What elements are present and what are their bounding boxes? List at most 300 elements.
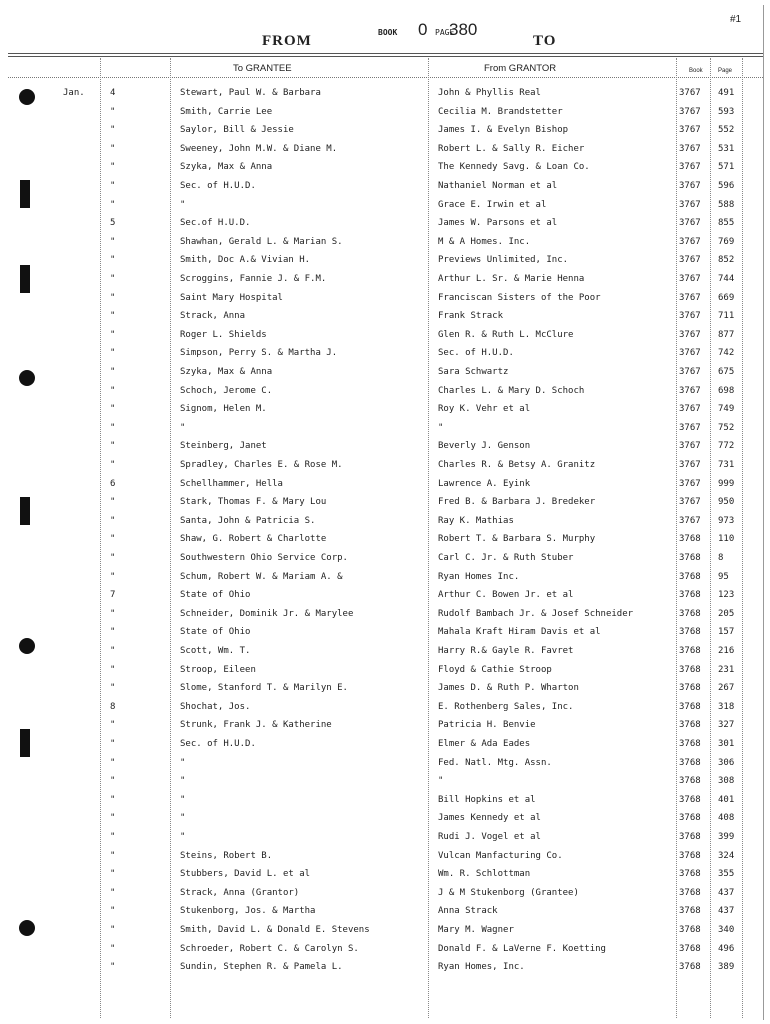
entry-grantee: Simpson, Perry S. & Martha J.: [180, 348, 338, 359]
entry-day: ": [110, 608, 116, 619]
book-label: BOOK: [378, 28, 398, 37]
entry-grantor: Anna Strack: [438, 906, 498, 917]
entry-grantee: Steinberg, Janet: [180, 441, 267, 452]
entry-book: 3768: [679, 887, 701, 898]
entry-grantee: Slome, Stanford T. & Marilyn E.: [180, 683, 348, 694]
entry-grantor: Roy K. Vehr et al: [438, 404, 531, 415]
entry-book: 3767: [679, 236, 701, 247]
entry-day: ": [110, 404, 116, 415]
entry-book: 3768: [679, 646, 701, 656]
entry-day: ": [110, 441, 116, 452]
deed-entry-row: [0, 664, 770, 682]
entry-grantee: Smith, David L. & Donald E. Stevens: [180, 925, 370, 935]
deed-entry-row: [0, 161, 770, 179]
header-rule: [8, 53, 763, 54]
deed-entry-row: [0, 943, 770, 961]
deed-entry-row: [0, 552, 770, 570]
entry-grantor: James D. & Ruth P. Wharton: [438, 683, 579, 694]
book-column-header: Book: [689, 68, 703, 74]
deed-entry-row: [0, 422, 770, 440]
entry-book: 3768: [679, 627, 701, 638]
entry-grantor: Floyd & Cathie Stroop: [438, 664, 552, 675]
entry-page: 852: [718, 255, 735, 266]
deed-entry-row: [0, 794, 770, 812]
entry-grantee: Shawhan, Gerald L. & Marian S.: [180, 236, 343, 247]
entry-grantee: Schellhammer, Hella: [180, 478, 283, 489]
entry-day: ": [110, 348, 116, 359]
entry-book: 3768: [679, 683, 701, 694]
entry-page: 698: [718, 385, 735, 396]
entry-grantor: Beverly J. Genson: [438, 441, 531, 452]
entry-grantee: ": [180, 422, 186, 433]
deed-entry-row: [0, 329, 770, 347]
deed-entry-row: [0, 589, 770, 607]
entry-page: 752: [718, 422, 735, 433]
entry-book: 3767: [679, 441, 701, 452]
entry-grantee: Schneider, Dominik Jr. & Marylee: [180, 608, 354, 619]
entry-book: 3767: [679, 181, 701, 191]
entry-page: 123: [718, 590, 735, 601]
entry-day: ": [110, 832, 116, 842]
entry-grantor: Charles R. & Betsy A. Granitz: [438, 460, 596, 470]
entry-day: ": [110, 739, 116, 749]
deed-entry-row: [0, 738, 770, 756]
entry-day: ": [110, 683, 116, 694]
entry-day: ": [110, 627, 116, 638]
entry-day: ": [110, 367, 116, 377]
entry-grantor: James I. & Evelyn Bishop: [438, 125, 569, 136]
deed-entry-row: [0, 385, 770, 403]
entry-page: 742: [718, 348, 735, 359]
entry-page: 399: [718, 832, 735, 842]
entry-page: 95: [718, 571, 729, 582]
deed-entry-row: [0, 310, 770, 328]
deed-entry-row: [0, 812, 770, 830]
grantor-column-header: From GRANTOR: [484, 63, 557, 74]
entry-grantor: Rudi J. Vogel et al: [438, 832, 541, 842]
entry-day: ": [110, 776, 116, 787]
page-column-header: Page: [718, 68, 733, 74]
deed-entry-row: [0, 347, 770, 365]
deed-entry-row: [0, 292, 770, 310]
entry-day: 7: [110, 590, 116, 601]
entry-day: ": [110, 106, 116, 117]
entry-grantee: ": [180, 199, 186, 210]
deed-entry-row: [0, 924, 770, 942]
entry-day: ": [110, 869, 116, 880]
entry-day: ": [110, 794, 116, 805]
entry-day: ": [110, 255, 116, 266]
entry-page: 593: [718, 106, 735, 117]
entry-page: 588: [718, 199, 735, 210]
deed-entry-row: [0, 254, 770, 272]
deed-entry-row: [0, 403, 770, 421]
entry-day: ": [110, 422, 116, 433]
entry-grantor: Sec. of H.U.D.: [438, 348, 514, 359]
deed-entry-row: [0, 868, 770, 886]
header-rule: [8, 56, 763, 57]
entry-grantor: Glen R. & Ruth L. McClure: [438, 329, 574, 340]
entry-book: 3768: [679, 757, 701, 768]
deed-entry-row: [0, 199, 770, 217]
entry-grantee: State of Ohio: [180, 590, 251, 601]
entry-grantor: John & Phyllis Real: [438, 88, 541, 98]
entry-grantor: Charles L. & Mary D. Schoch: [438, 385, 585, 396]
entry-grantee: Schroeder, Robert C. & Carolyn S.: [180, 943, 359, 954]
entry-grantor: Donald F. & LaVerne F. Koetting: [438, 943, 606, 954]
entry-grantee: Stubbers, David L. et al: [180, 869, 311, 880]
entry-grantor: The Kennedy Savg. & Loan Co.: [438, 162, 590, 173]
entry-page: 769: [718, 236, 735, 247]
entry-book: 3767: [679, 88, 701, 98]
entry-page: 973: [718, 515, 735, 526]
entry-grantee: Stroop, Eileen: [180, 664, 256, 675]
entry-book: 3767: [679, 292, 701, 303]
deed-entry-row: [0, 905, 770, 923]
entry-book: 3768: [679, 739, 701, 749]
entry-book: 3767: [679, 106, 701, 117]
entry-grantee: Shochat, Jos.: [180, 701, 251, 712]
entry-day: ": [110, 292, 116, 303]
entry-book: 3767: [679, 162, 701, 173]
entry-book: 3767: [679, 367, 701, 377]
deed-entry-row: [0, 682, 770, 700]
entry-page: 231: [718, 664, 735, 675]
entry-grantor: Mary M. Wagner: [438, 925, 514, 935]
entry-day: ": [110, 646, 116, 656]
entry-grantor: Harry R.& Gayle R. Favret: [438, 646, 574, 656]
entry-day: ": [110, 385, 116, 396]
entry-page: 355: [718, 869, 735, 880]
entry-grantor: Wm. R. Schlottman: [438, 869, 531, 880]
deed-entry-row: [0, 180, 770, 198]
entry-book: 3768: [679, 701, 701, 712]
entry-day: ": [110, 813, 116, 824]
deed-entry-row: [0, 887, 770, 905]
deed-entry-row: [0, 831, 770, 849]
page-label: PAGE: [435, 28, 455, 37]
entry-day: ": [110, 125, 116, 136]
entry-grantee: Saint Mary Hospital: [180, 292, 283, 303]
deed-entry-row: [0, 87, 770, 105]
entry-book: 3767: [679, 460, 701, 470]
deed-entry-row: [0, 143, 770, 161]
entry-day: ": [110, 143, 116, 154]
entry-book: 3768: [679, 553, 701, 563]
entry-page: 205: [718, 608, 735, 619]
entry-book: 3768: [679, 590, 701, 601]
entry-grantor: Bill Hopkins et al: [438, 794, 536, 805]
entry-page: 749: [718, 404, 735, 415]
deed-entry-row: [0, 440, 770, 458]
entry-page: 216: [718, 646, 735, 656]
entry-page: 669: [718, 292, 735, 303]
entry-day: ": [110, 720, 116, 731]
deed-entry-row: [0, 850, 770, 868]
entry-day: ": [110, 943, 116, 954]
entry-grantee: ": [180, 794, 186, 805]
entry-month: Jan.: [63, 88, 85, 98]
entry-day: ": [110, 757, 116, 768]
entry-page: 731: [718, 460, 735, 470]
entry-page: 327: [718, 720, 735, 731]
entry-book: 3768: [679, 850, 701, 861]
entry-day: ": [110, 497, 116, 508]
entry-page: 389: [718, 962, 735, 973]
entry-book: 3768: [679, 534, 701, 545]
entry-grantor: Patricia H. Benvie: [438, 720, 536, 731]
entry-book: 3768: [679, 962, 701, 973]
entry-page: 301: [718, 739, 735, 749]
entry-day: ": [110, 571, 116, 582]
deed-entry-row: [0, 478, 770, 496]
entry-day: ": [110, 553, 116, 563]
entry-day: ": [110, 460, 116, 470]
entry-grantor: James Kennedy et al: [438, 813, 541, 824]
entry-book: 3768: [679, 943, 701, 954]
entry-book: 3767: [679, 199, 701, 210]
entry-page: 408: [718, 813, 735, 824]
entry-grantor: Cecilia M. Brandstetter: [438, 106, 563, 117]
entry-grantor: Fred B. & Barbara J. Bredeker: [438, 497, 596, 508]
entry-grantor: Nathaniel Norman et al: [438, 181, 558, 191]
deed-entry-row: [0, 645, 770, 663]
deed-entry-row: [0, 515, 770, 533]
entry-page: 675: [718, 367, 735, 377]
entry-grantee: Shaw, G. Robert & Charlotte: [180, 534, 327, 545]
entry-day: ": [110, 664, 116, 675]
entry-page: 596: [718, 181, 735, 191]
entry-book: 3768: [679, 794, 701, 805]
entry-book: 3768: [679, 832, 701, 842]
entry-day: ": [110, 162, 116, 173]
entry-page: 855: [718, 218, 735, 229]
deed-entry-row: [0, 701, 770, 719]
entry-page: 306: [718, 757, 735, 768]
entry-grantee: Scroggins, Fannie J. & F.M.: [180, 274, 327, 284]
entry-book: 3767: [679, 478, 701, 489]
entry-book: 3768: [679, 608, 701, 619]
entry-grantee: ": [180, 832, 186, 842]
entry-book: 3767: [679, 422, 701, 433]
entry-grantee: Southwestern Ohio Service Corp.: [180, 553, 348, 563]
entry-page: 340: [718, 925, 735, 935]
entry-page: 772: [718, 441, 735, 452]
entry-grantee: Szyka, Max & Anna: [180, 367, 273, 377]
entry-page: 571: [718, 162, 735, 173]
deed-entry-row: [0, 236, 770, 254]
entry-grantee: Strack, Anna (Grantor): [180, 887, 300, 898]
entry-grantee: Spradley, Charles E. & Rose M.: [180, 460, 343, 470]
deed-entry-row: [0, 626, 770, 644]
entry-grantee: Stark, Thomas F. & Mary Lou: [180, 497, 327, 508]
entry-page: 877: [718, 329, 735, 340]
entry-grantor: Elmer & Ada Eades: [438, 739, 531, 749]
entry-book: 3768: [679, 869, 701, 880]
entry-grantor: James W. Parsons et al: [438, 218, 558, 229]
entry-grantor: Mahala Kraft Hiram Davis et al: [438, 627, 601, 638]
deed-entry-row: [0, 533, 770, 551]
entry-day: 4: [110, 88, 116, 98]
entry-page: 744: [718, 274, 735, 284]
entry-page: 950: [718, 497, 735, 508]
deed-entry-row: [0, 608, 770, 626]
entry-grantee: ": [180, 757, 186, 768]
column-header-rule: [8, 77, 763, 78]
entry-page: 324: [718, 850, 735, 861]
entry-day: ": [110, 181, 116, 191]
entry-grantor: Fed. Natl. Mtg. Assn.: [438, 757, 552, 768]
entry-grantor: Previews Unlimited, Inc.: [438, 255, 569, 266]
entry-day: 6: [110, 478, 116, 489]
grantee-column-header: To GRANTEE: [233, 63, 292, 74]
deed-entry-row: [0, 217, 770, 235]
entry-grantor: Robert L. & Sally R. Eicher: [438, 143, 585, 154]
entry-grantee: Schoch, Jerome C.: [180, 385, 273, 396]
entry-grantor: Sara Schwartz: [438, 367, 509, 377]
to-heading: TO: [533, 33, 557, 49]
book-number: 0: [418, 20, 428, 39]
entry-grantee: Sec.of H.U.D.: [180, 218, 251, 229]
entry-page: 491: [718, 88, 735, 98]
entry-grantor: Lawrence A. Eyink: [438, 478, 531, 489]
entry-page: 437: [718, 906, 735, 917]
entry-grantee: Sundin, Stephen R. & Pamela L.: [180, 962, 343, 973]
entry-book: 3767: [679, 515, 701, 526]
entry-grantee: Schum, Robert W. & Mariam A. &: [180, 571, 343, 582]
entry-book: 3768: [679, 664, 701, 675]
entry-grantor: Arthur L. Sr. & Marie Henna: [438, 274, 585, 284]
entry-grantor: Vulcan Manfacturing Co.: [438, 850, 563, 861]
entry-book: 3767: [679, 125, 701, 136]
deed-entry-row: [0, 775, 770, 793]
entry-grantee: ": [180, 776, 186, 787]
entry-page: 110: [718, 534, 735, 545]
entry-day: ": [110, 534, 116, 545]
entry-page: 267: [718, 683, 735, 694]
entry-grantee: Strunk, Frank J. & Katherine: [180, 720, 332, 731]
entry-day: ": [110, 274, 116, 284]
entry-grantor: Carl C. Jr. & Ruth Stuber: [438, 553, 574, 563]
entry-grantor: Ryan Homes Inc.: [438, 571, 520, 582]
entry-grantee: Steins, Robert B.: [180, 850, 273, 861]
sheet-number: #1: [730, 14, 742, 25]
entry-grantor: Ray K. Mathias: [438, 515, 514, 526]
entry-page: 308: [718, 776, 735, 787]
entry-grantor: Ryan Homes, Inc.: [438, 962, 525, 973]
entry-grantee: Saylor, Bill & Jessie: [180, 125, 294, 136]
entry-page: 437: [718, 887, 735, 898]
entry-book: 3768: [679, 925, 701, 935]
page-number: 380: [449, 20, 478, 39]
entry-book: 3767: [679, 311, 701, 322]
entry-book: 3767: [679, 255, 701, 266]
entry-grantee: Sec. of H.U.D.: [180, 181, 256, 191]
entry-grantee: Scott, Wm. T.: [180, 646, 251, 656]
entry-page: 552: [718, 125, 735, 136]
deed-entry-row: [0, 273, 770, 291]
entry-grantee: Signom, Helen M.: [180, 404, 267, 415]
entry-page: 496: [718, 943, 735, 954]
entry-grantee: Santa, John & Patricia S.: [180, 515, 316, 526]
entry-day: ": [110, 962, 116, 973]
entry-book: 3768: [679, 776, 701, 787]
entry-day: ": [110, 329, 116, 340]
entry-day: ": [110, 515, 116, 526]
entry-grantor: Grace E. Irwin et al: [438, 199, 547, 210]
entry-grantee: Smith, Doc A.& Vivian H.: [180, 255, 311, 266]
entry-grantor: M & A Homes. Inc.: [438, 236, 531, 247]
entry-grantee: Strack, Anna: [180, 311, 246, 322]
entry-grantee: Roger L. Shields: [180, 329, 267, 340]
entry-grantor: Franciscan Sisters of the Poor: [438, 292, 601, 303]
entry-day: ": [110, 906, 116, 917]
deed-entry-row: [0, 719, 770, 737]
entry-grantor: J & M Stukenborg (Grantee): [438, 887, 579, 898]
entry-day: ": [110, 887, 116, 898]
entry-book: 3768: [679, 906, 701, 917]
entry-grantor: Frank Strack: [438, 311, 504, 322]
entry-day: ": [110, 925, 116, 935]
entry-day: ": [110, 236, 116, 247]
entry-grantor: E. Rothenberg Sales, Inc.: [438, 701, 574, 712]
entry-book: 3767: [679, 404, 701, 415]
entry-grantor: ": [438, 422, 444, 433]
entry-day: 8: [110, 701, 116, 712]
entry-grantor: Robert T. & Barbara S. Murphy: [438, 534, 596, 545]
entry-grantee: Sec. of H.U.D.: [180, 739, 256, 749]
entry-book: 3767: [679, 143, 701, 154]
entry-page: 8: [718, 553, 724, 563]
deed-entry-row: [0, 106, 770, 124]
deed-entry-row: [0, 961, 770, 979]
entry-grantee: Stewart, Paul W. & Barbara: [180, 88, 321, 98]
deed-entry-row: [0, 124, 770, 142]
entry-book: 3768: [679, 813, 701, 824]
entry-page: 999: [718, 478, 735, 489]
entry-grantee: ": [180, 813, 186, 824]
entry-book: 3767: [679, 348, 701, 359]
entry-grantee: Smith, Carrie Lee: [180, 106, 273, 117]
entry-page: 531: [718, 143, 735, 154]
deed-entry-row: [0, 496, 770, 514]
entry-book: 3767: [679, 497, 701, 508]
deed-entry-row: [0, 366, 770, 384]
entry-book: 3767: [679, 218, 701, 229]
entry-day: ": [110, 199, 116, 210]
entry-day: ": [110, 311, 116, 322]
entry-page: 157: [718, 627, 735, 638]
entry-grantor: Rudolf Bambach Jr. & Josef Schneider: [438, 608, 634, 619]
deed-entry-row: [0, 571, 770, 589]
entry-page: 318: [718, 701, 735, 712]
entry-book: 3767: [679, 385, 701, 396]
entry-book: 3767: [679, 274, 701, 284]
entry-grantor: Arthur C. Bowen Jr. et al: [438, 590, 574, 601]
entry-page: 401: [718, 794, 735, 805]
entry-book: 3768: [679, 571, 701, 582]
deed-entry-row: [0, 757, 770, 775]
entry-book: 3768: [679, 720, 701, 731]
entry-grantor: ": [438, 776, 444, 787]
entry-page: 711: [718, 311, 735, 322]
entry-grantee: State of Ohio: [180, 627, 251, 638]
entry-day: ": [110, 850, 116, 861]
entry-day: 5: [110, 218, 116, 229]
entry-grantee: Stukenborg, Jos. & Martha: [180, 906, 316, 917]
deed-entry-row: [0, 459, 770, 477]
entry-grantee: Szyka, Max & Anna: [180, 162, 273, 173]
